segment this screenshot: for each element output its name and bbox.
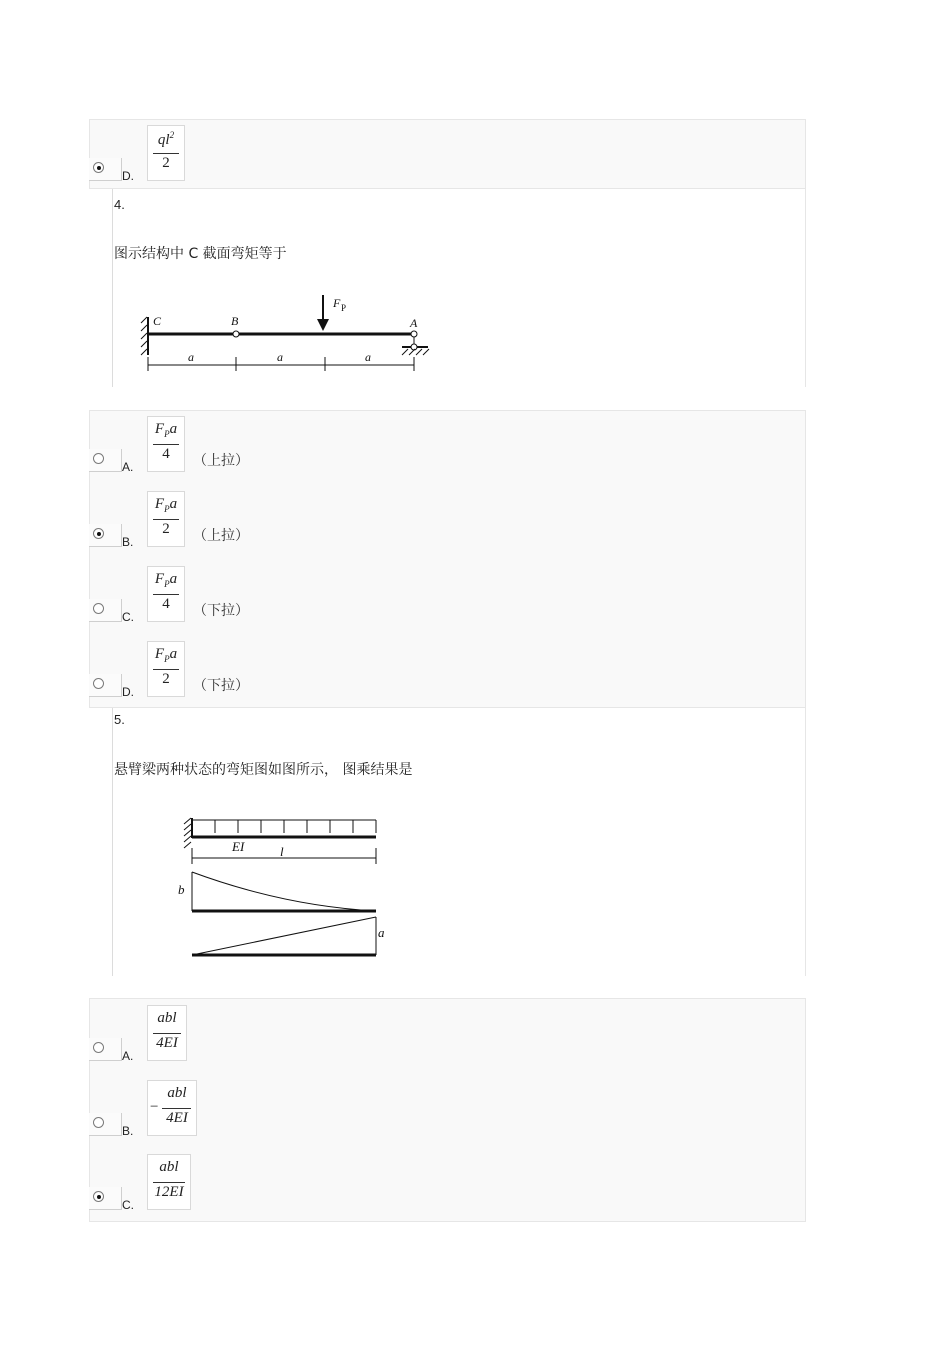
q4-option-a[interactable] [89, 416, 389, 476]
option-letter: D. [122, 685, 134, 699]
q5-option-c[interactable] [89, 1154, 389, 1214]
formula-numerator: F [154, 421, 165, 437]
radio-container [89, 1187, 122, 1210]
formula-subscript: P [164, 654, 170, 664]
q4-option-c[interactable] [89, 566, 389, 626]
formula-subscript: P [164, 579, 170, 589]
q5-moment-diagram-figure [114, 806, 462, 973]
label-load-f: F [333, 296, 341, 310]
radio-container [89, 524, 122, 547]
formula-denominator: 4 [162, 446, 170, 462]
formula-image [147, 416, 185, 472]
formula-numerator-tail: a [169, 496, 178, 512]
label-dim-a: a [365, 350, 371, 364]
radio-button-selected[interactable] [93, 162, 104, 173]
formula-denominator: 4EI [156, 1035, 178, 1051]
option-letter: D. [122, 169, 134, 183]
label-load-sub: P [341, 303, 347, 313]
radio-button-selected[interactable] [93, 528, 104, 539]
option-note: （下拉） [193, 603, 249, 619]
formula-numerator: F [154, 496, 165, 512]
label-a-support: A [410, 316, 418, 330]
formula-denominator: 2 [162, 671, 170, 687]
option-letter: A. [122, 460, 134, 474]
q5-option-b[interactable] [89, 1080, 389, 1140]
formula-numerator: abl [159, 1159, 179, 1175]
formula-image [147, 125, 185, 181]
formula-denominator: 12EI [154, 1184, 184, 1200]
label-a: a [378, 925, 385, 940]
formula-image [147, 566, 185, 622]
option-note: （上拉） [193, 528, 249, 544]
formula-image [147, 491, 185, 547]
formula-image [147, 1080, 197, 1136]
formula-image [147, 641, 185, 697]
question-text: 悬臂梁两种状态的弯矩图如图所示， 图乘结果是 [114, 762, 413, 778]
q5-option-a[interactable] [89, 1005, 389, 1065]
option-note: （上拉） [193, 453, 249, 469]
formula-superscript: 2 [169, 130, 175, 140]
radio-button[interactable] [93, 453, 104, 464]
question-number: 5. [114, 712, 125, 727]
radio-button[interactable] [93, 603, 104, 614]
formula-numerator: F [154, 571, 165, 587]
formula-numerator-tail: a [169, 421, 178, 437]
formula-subscript: P [164, 429, 170, 439]
radio-button[interactable] [93, 1117, 104, 1128]
q4-option-b[interactable] [89, 491, 389, 551]
label-l: l [280, 844, 284, 859]
radio-container [89, 1113, 122, 1136]
label-b: B [231, 314, 239, 328]
option-letter: A. [122, 1049, 134, 1063]
label-c: C [153, 314, 162, 328]
radio-container [89, 674, 122, 697]
radio-container [89, 158, 122, 181]
radio-container [89, 1038, 122, 1061]
label-ei: EI [232, 839, 245, 854]
question-text: 图示结构中 C 截面弯矩等于 [114, 246, 287, 262]
label-dim-a: a [188, 350, 194, 364]
formula-denominator: 2 [162, 521, 170, 537]
option-note: （下拉） [193, 678, 249, 694]
radio-button[interactable] [93, 678, 104, 689]
formula-image [147, 1005, 187, 1061]
option-letter: C. [122, 610, 134, 624]
formula-numerator: F [154, 646, 165, 662]
q3-option-d[interactable] [89, 125, 389, 185]
option-letter: B. [122, 1124, 134, 1138]
radio-button-selected[interactable] [93, 1191, 104, 1202]
label-b: b [178, 882, 185, 897]
formula-numerator-tail: a [169, 646, 178, 662]
formula-denominator: 4EI [166, 1110, 188, 1126]
radio-button[interactable] [93, 1042, 104, 1053]
q4-option-d[interactable] [89, 641, 389, 701]
formula-denominator: 4 [162, 596, 170, 612]
radio-container [89, 599, 122, 622]
formula-subscript: P [164, 504, 170, 514]
formula-numerator: abl [167, 1085, 187, 1101]
formula-minus-sign: − [150, 1099, 159, 1115]
q4-beam-figure [114, 287, 446, 385]
option-letter: B. [122, 535, 134, 549]
formula-numerator: ql [157, 132, 170, 148]
option-letter: C. [122, 1198, 134, 1212]
formula-numerator-tail: a [169, 571, 178, 587]
question-number: 4. [114, 197, 125, 212]
radio-container [89, 449, 122, 472]
formula-denominator: 2 [162, 155, 170, 171]
formula-numerator: abl [157, 1010, 177, 1026]
label-dim-a: a [277, 350, 283, 364]
formula-image [147, 1154, 191, 1210]
